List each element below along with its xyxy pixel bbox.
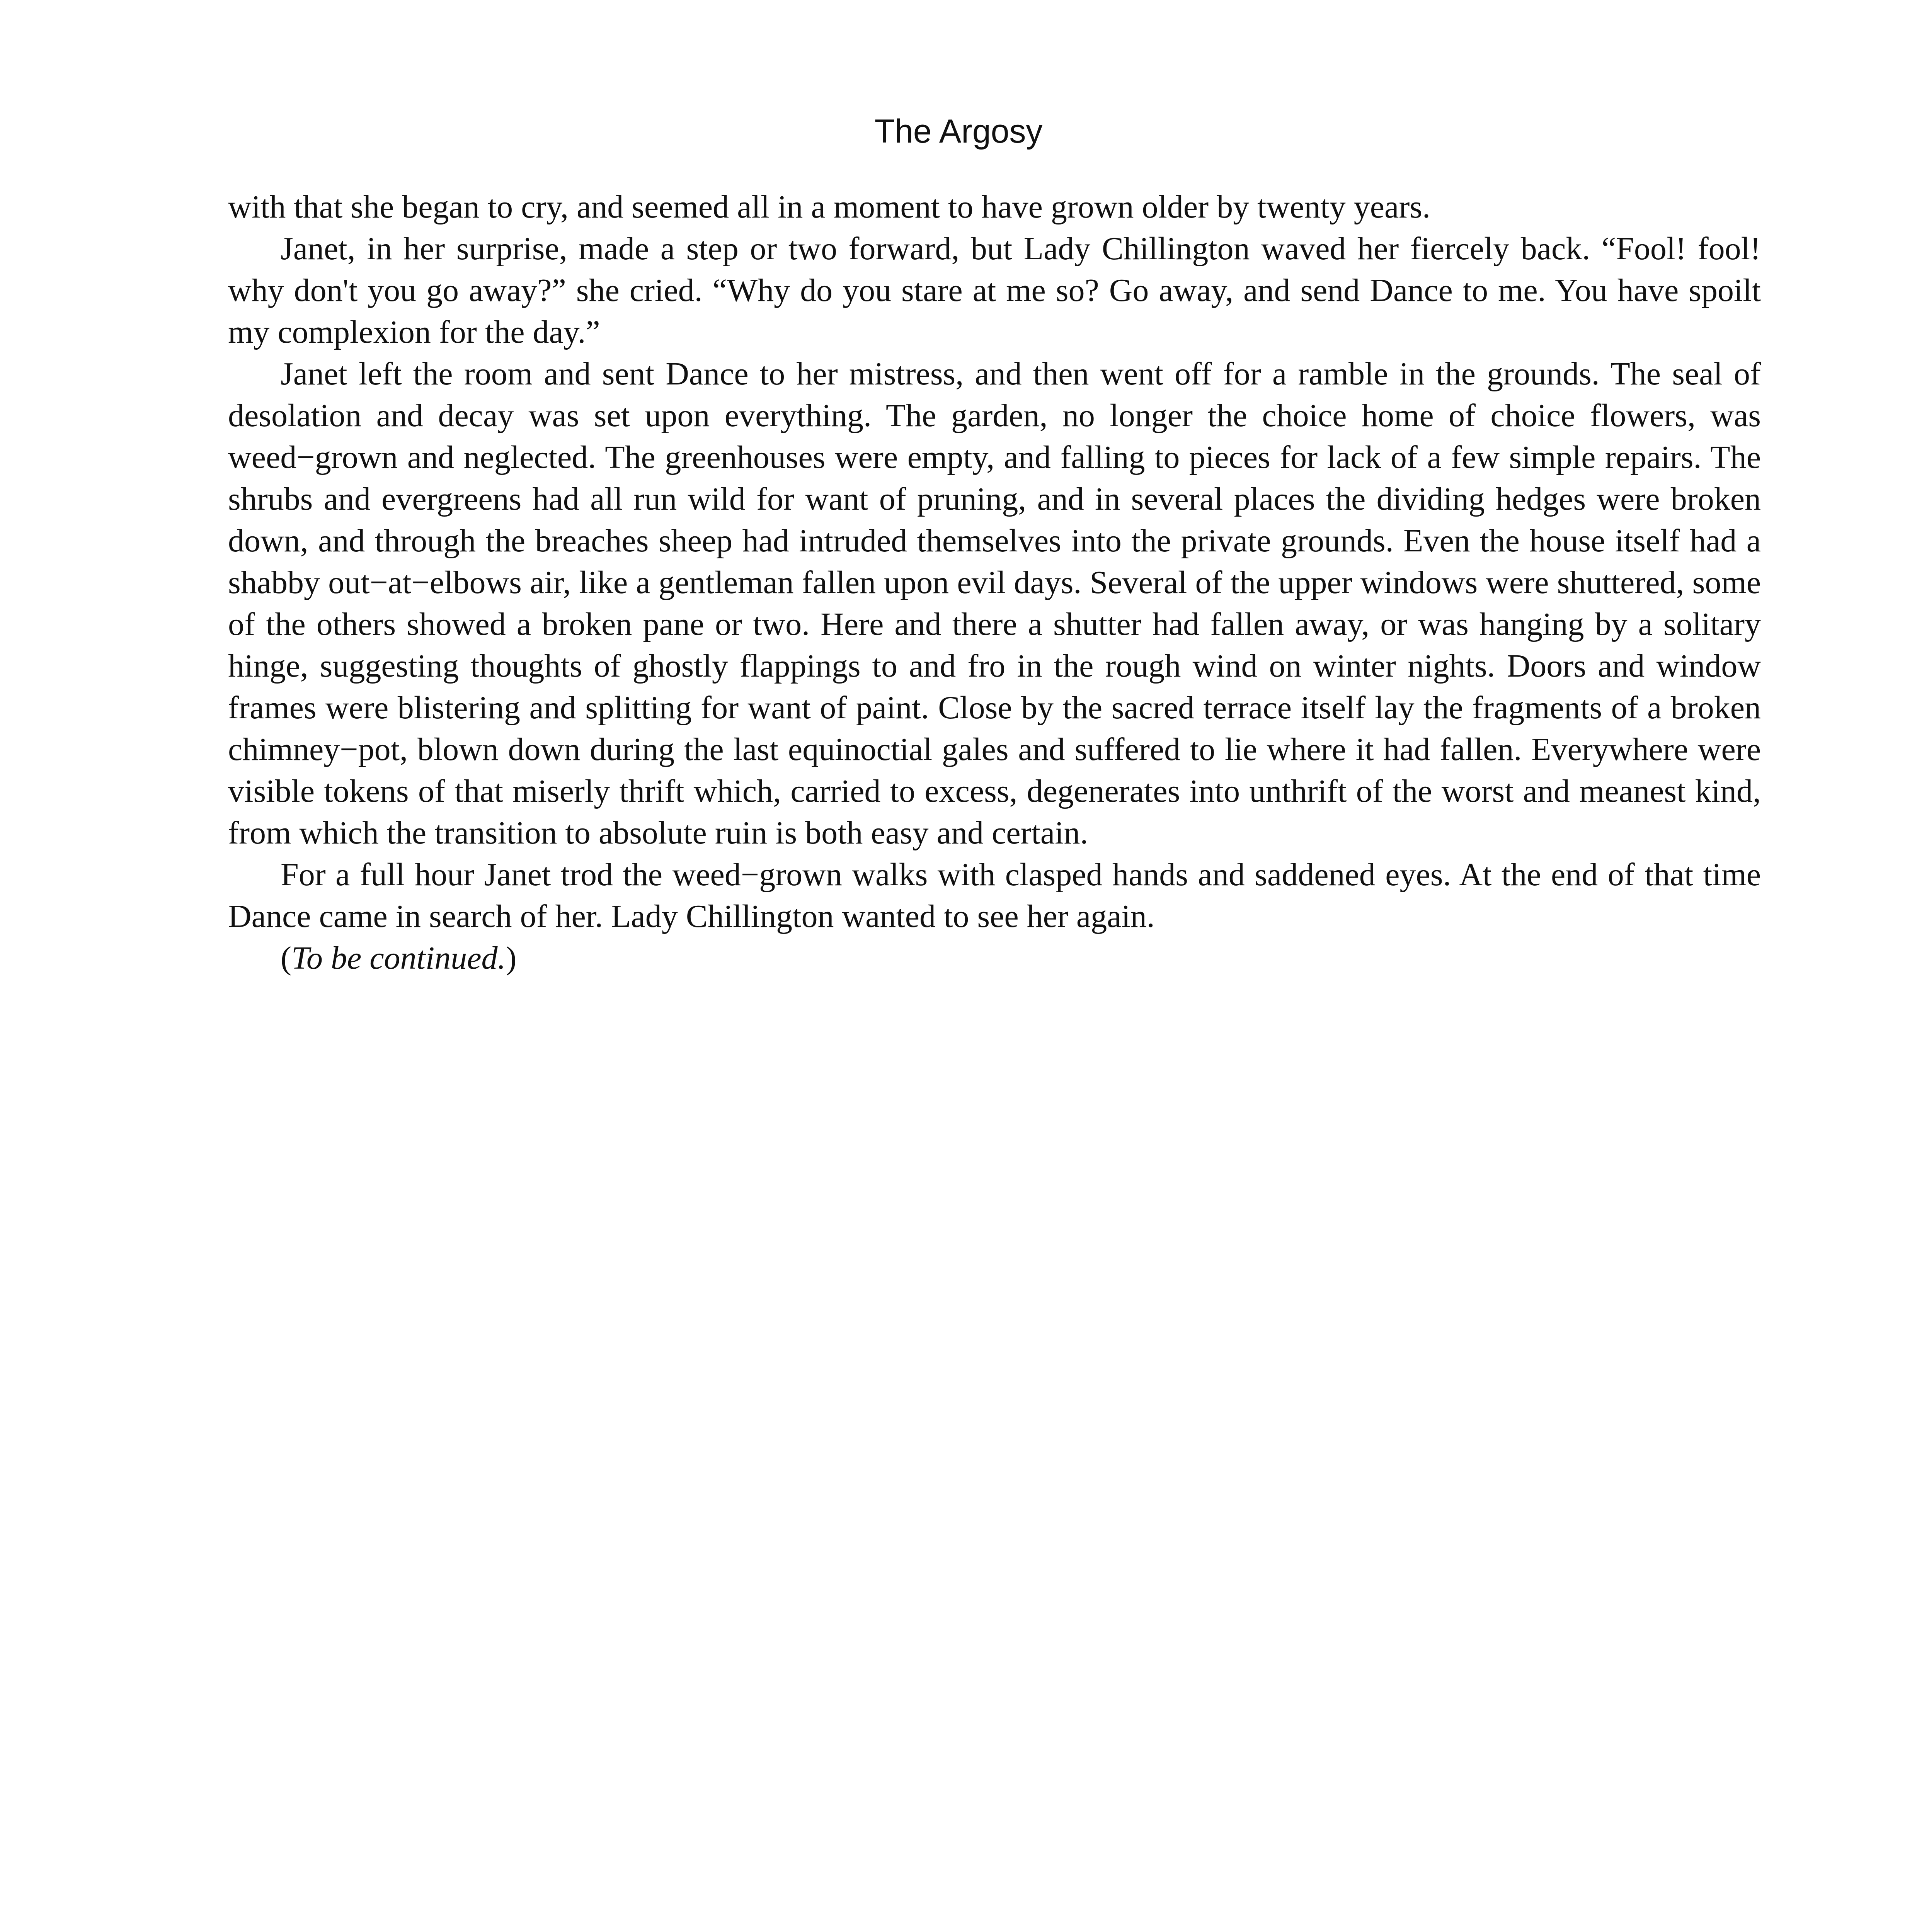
running-header: The Argosy <box>874 113 1043 150</box>
paragraph: For a full hour Janet trod the weed−grown walks with clasped hands and saddened eyes. At the end of that time Dance came in search of her. Lady Chillington wanted to see her again. <box>228 857 1761 934</box>
article-body <box>228 186 1761 979</box>
paragraph: Janet, in her surprise, made a step or two forward, but Lady Chillington waved her fiercely back. “Fool! fool! why don't you go away?” she cried. “Why do you stare at me so? Go away, and send Dance to me. You have spoilt my complexion for the day.” <box>228 231 1761 350</box>
to-be-continued-text: To be continued. <box>291 940 506 976</box>
close-paren: ) <box>506 940 517 976</box>
to-be-continued-note <box>228 937 1761 979</box>
open-paren: ( <box>281 940 291 976</box>
paragraph: Janet left the room and sent Dance to her mistress, and then went off for a ramble in the grounds. The seal of desolation and decay was set upon everything. The garden, no longer the choice home of choice flowers, was weed−grown and neglected. The greenhouses were empty, and falling to pieces for lack of a few simple repairs. The shrubs and evergreens had all run wild for want of pruning, and in several places the dividing hedges were broken down, and through the breaches sheep had intruded themselves into the private grounds. Even the house itself had a shabby out−at−elbows air, like a gentleman fallen upon evil days. Several of the upper windows were shuttered, some of the others showed a broken pane or two. Here and there a shutter had fallen away, or was hanging by a solitary hinge, suggesting thoughts of ghostly flappings to and fro in the rough wind on winter nights. Doors and window frames were blistering and splitting for want of paint. Close by the sacred terrace itself lay the fragments of a broken chimney−pot, blown down during the last equinoctial gales and suffered to lie where it had fallen. Everywhere were visible tokens of that miserly thrift which, carried to excess, degenerates into unthrift of the worst and meanest kind, from which the transition to absolute ruin is both easy and certain. <box>228 356 1761 851</box>
paragraph-continued: with that she began to cry, and seemed all in a moment to have grown older by twenty years. <box>228 189 1430 225</box>
